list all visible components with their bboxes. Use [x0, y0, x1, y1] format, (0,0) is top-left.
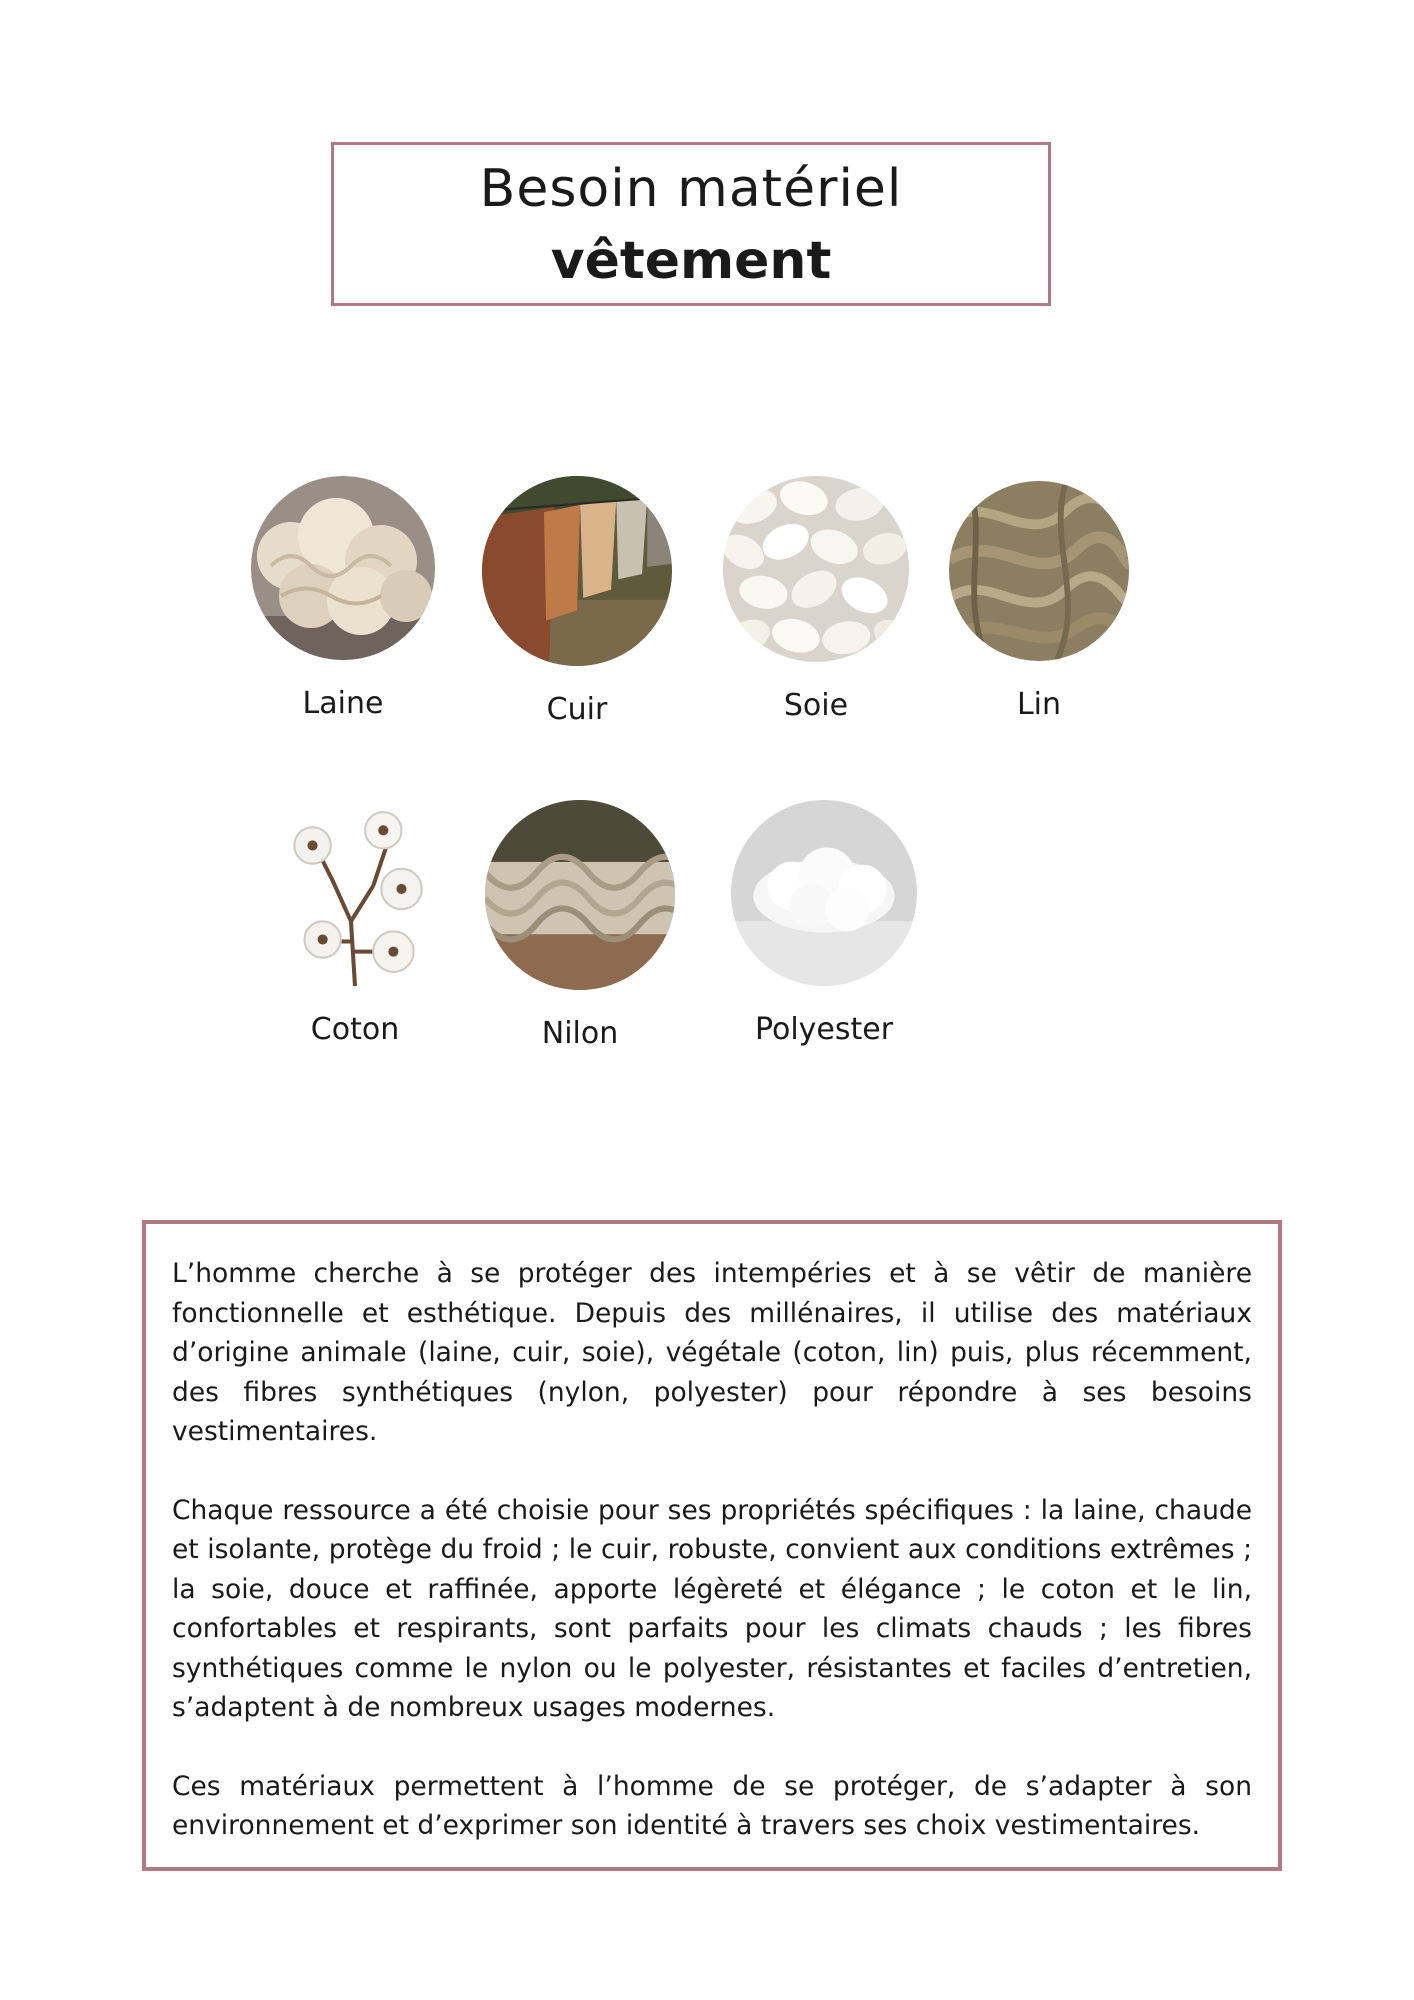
material-label: Polyester — [754, 1012, 894, 1047]
paragraph-conclusion: Ces matériaux permettent à l’homme de se protéger, de s’adapter à son environnement et d’exprimer son identité à travers ses choix vestimentaires. — [172, 1770, 1252, 1841]
material-cuir — [482, 476, 672, 727]
wool-image — [251, 476, 435, 660]
page-title: Besoin matériel — [479, 159, 903, 219]
description-box — [142, 1220, 1282, 1871]
rope-image — [485, 800, 675, 990]
flax-fiber-image — [949, 481, 1129, 661]
material-label: Lin — [1016, 687, 1062, 722]
page-subtitle: vêtement — [550, 231, 832, 291]
material-label: Soie — [783, 688, 849, 723]
material-nilon — [485, 800, 675, 1051]
cotton-plant-image — [262, 800, 448, 986]
material-label: Cuir — [546, 692, 608, 727]
polyester-fiber-image — [731, 800, 917, 986]
silk-cocoons-image — [723, 476, 909, 662]
material-lin — [949, 481, 1129, 722]
material-label: Nilon — [541, 1016, 619, 1051]
material-label: Laine — [302, 686, 384, 721]
material-coton — [262, 800, 448, 1047]
paragraph-properties: Chaque ressource a été choisie pour ses propriétés spécifiques : la laine, chaude et isolante, protège du froid ; le cuir, robuste, convient aux conditions extrêmes ; la soie, douce et raffinée, apporte légèreté et élégance ; le coton et le lin, confortables et respirants, sont parfaits pour les climats chauds ; les fibres synthétiques comme le nylon ou le polyester, résistantes et faciles d’entretien, s’adaptent à de nombreux usages modernes. — [172, 1494, 1252, 1723]
material-label: Coton — [310, 1012, 400, 1047]
paragraph-intro: L’homme cherche à se protéger des intempéries et à se vêtir de manière fonctionnelle et esthétique. Depuis des millénaires, il utilise des matériaux d’origine animale (laine, cuir, soie), végétale (coton, lin) puis, plus récemment, des fibres synthétiques (nylon, polyester) pour répondre à ses besoins vestimentaires. — [172, 1258, 1252, 1447]
material-laine — [251, 476, 435, 721]
material-polyester — [731, 800, 917, 1047]
title-box — [331, 142, 1051, 306]
leather-image — [482, 476, 672, 666]
material-soie — [723, 476, 909, 723]
